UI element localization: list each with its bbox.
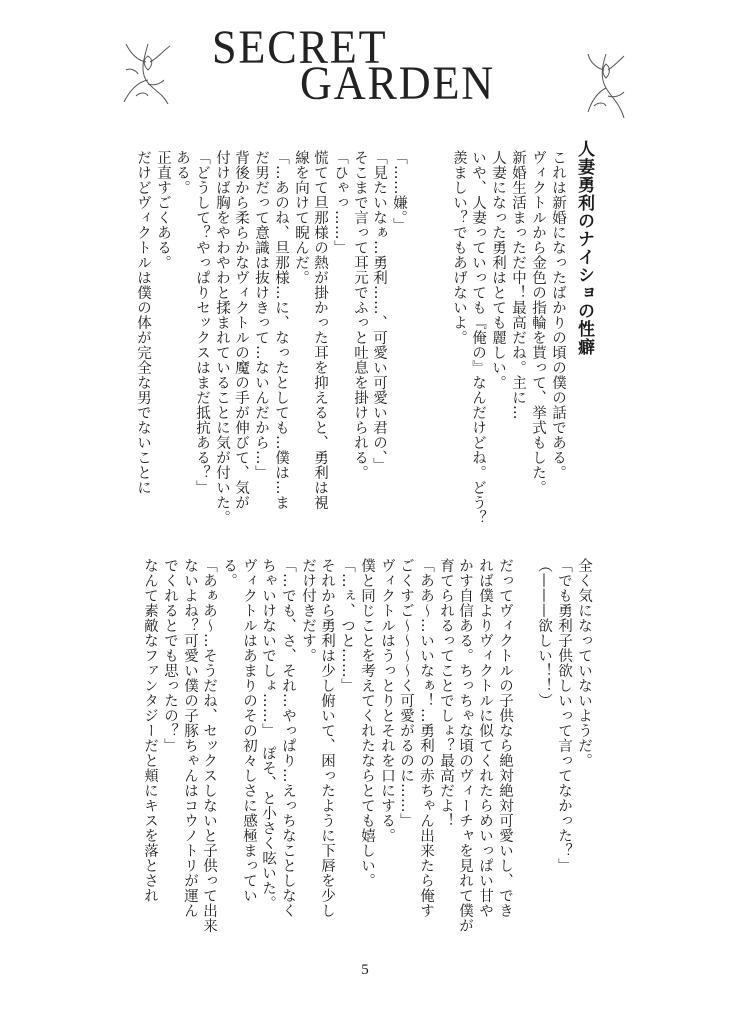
text-column: る。 [221, 558, 237, 588]
story-heading: 人妻勇利のナイショの性癖 [574, 140, 594, 356]
text-column: 正直すごくある。 [155, 150, 171, 270]
text-column: 育てられるってことでしょ？最高だよ！ [438, 558, 454, 828]
text-column: 「…でも、さ、それ…やっぱり…えっちなことしなく [280, 558, 296, 918]
text-column: ごくすご～～～～く可愛がるのに……」 [398, 558, 414, 828]
text-column: 線を向けて睨んだ。 [293, 150, 309, 285]
text-column: 「どうして？やっぱりセックスはまだ抵抗ある？」 [194, 150, 210, 495]
text-column: ないよね？可愛い僕の子豚ちゃんはコウノトリが運ん [182, 558, 198, 918]
text-column: 「ひゃっ……」 [332, 150, 348, 255]
text-column: （———欲しい！！） [536, 558, 552, 708]
text-column: 新婚生活まっただ中！最高だね。主に… [510, 150, 526, 420]
text-column: だけ付きだす。 [300, 558, 316, 663]
text-column: かす自信ある。ちっちゃな頃のヴィーチャを見れて僕が [457, 558, 473, 933]
header-title-secret: SECRET [212, 21, 388, 74]
text-column: 全く気になっていないようだ。 [576, 558, 592, 768]
text-column: 僕と同じことを考えてくれたならとても嬉しい。 [359, 558, 375, 888]
text-column: ヴィクトルはあまりのその初々しさに感極まってい [241, 558, 257, 903]
text-column: だ男だって意識は抜けきって…ないんだから…」 [253, 150, 269, 480]
text-column: れば僕よりヴィクトルに似てくれたらめいっぱい甘や [477, 558, 493, 918]
floral-ornament-icon [582, 50, 630, 126]
text-column: だけどヴィクトルは僕の体が完全な男でないことに [135, 150, 151, 495]
text-column: だってヴィクトルの子供なら絶対絶対可愛いし、でき [497, 558, 513, 918]
page-number: 5 [361, 962, 369, 978]
text-column: なんて素敵なファンタジーだと頬にキスを落とされ [142, 558, 158, 903]
text-column: 付けば胸をやわやわと揉まれていることに気が付いた。 [214, 150, 230, 525]
text-column: 羨ましい？でもあげないよ。 [451, 150, 467, 345]
text-column: ある。 [174, 150, 190, 195]
text-column: 「あぁあ～…そうだね、セックスしないと子供って出来 [201, 558, 217, 933]
text-column: ヴィクトルから金色の指輪を貰って、挙式もした。 [530, 150, 546, 495]
text-column: ヴィクトルはうっとりとそれを口にする。 [379, 558, 395, 843]
text-column: 「……嫌。」 [391, 150, 407, 233]
text-column: ちゃいけないでしょ……」 ぽそ、と小さく呟いた。 [260, 558, 276, 911]
text-column: 人妻になった勇利はとても麗しい。 [490, 150, 506, 390]
text-column: いや、人妻っていっても『俺の』なんだけどね。どう？ [470, 150, 486, 525]
text-column: 「見たいなぁ…勇利……、可愛い可愛い君の、」 [371, 150, 387, 473]
text-column: 「ああ～…いいなぁ！…勇利の赤ちゃん出来たら俺す [418, 558, 434, 918]
header-title-garden: GARDEN [300, 57, 496, 110]
text-column: 背後から柔らかなヴィクトルの魔の手が伸びて、気が [233, 150, 249, 510]
text-column: 「…ぇ、つと……」 [339, 558, 355, 693]
text-column: 慌てて旦那様の熱が掛かった耳を抑えると、勇利は視 [312, 150, 328, 510]
floral-ornament-icon [118, 40, 178, 116]
text-column: これは新婚になったばかりの頃の僕の話である。 [550, 150, 566, 480]
text-column: そこまで言って耳元でふっと吐息を掛けられる。 [352, 150, 368, 480]
text-column: それから勇利は少し俯いて、困ったように下唇を少し [319, 558, 335, 918]
text-column: 「でも勇利子供欲しいって言ってなかった？」 [556, 558, 572, 873]
text-column: 「…あのね、旦那様…に、なったとしても…僕は…ま [273, 150, 289, 510]
text-column: でくれるとでも思ったの？」 [162, 558, 178, 753]
